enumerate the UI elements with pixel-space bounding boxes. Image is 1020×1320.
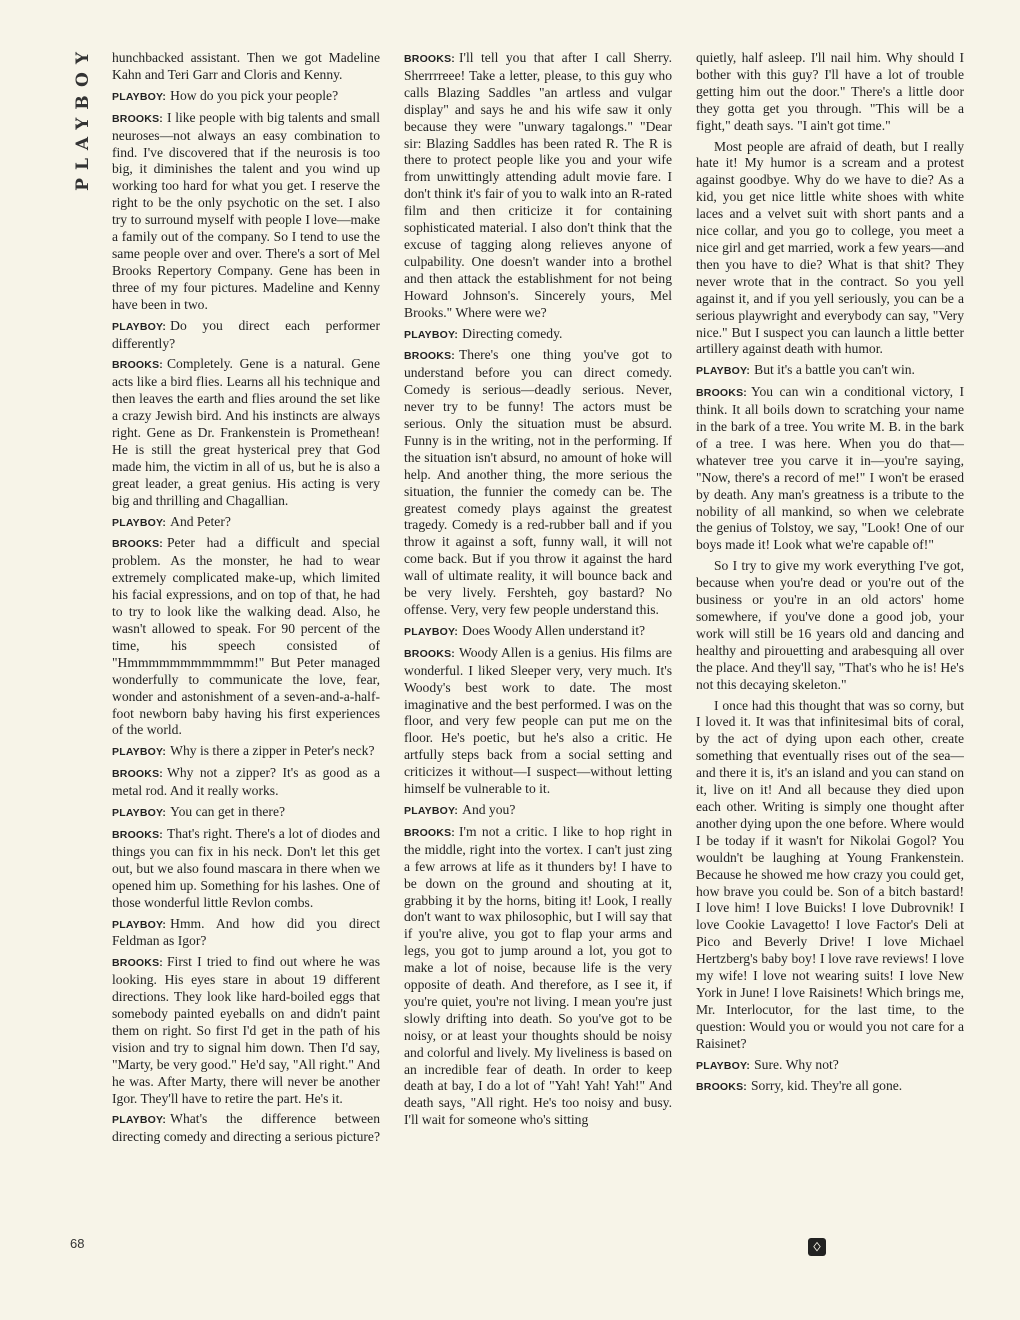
paragraph [112,916,380,951]
paragraph-text: Woody Allen is a genius. His films are wonderful. I liked Sleeper very, very much. It's Woody's best work to date. The most imaginative and the best performed. I was on the floor, and very few people can put me on the floor. He's poetic, but he's also a critic. He artfully steps back from a social setting and criticizes it without—I suspect—without letting himself be vulnerable to it. [404,644,672,797]
text-column-3 [696,50,964,1250]
paragraph-text: Directing comedy. [462,325,563,341]
speaker-label: PLAYBOY: [404,625,459,638]
speaker-label: BROOKS: [112,768,163,781]
speaker-label: PLAYBOY: [112,1114,167,1127]
paragraph-text: First I tried to find out where he was looking. His eyes stare in about 19 different directions. They look like hard-boiled eggs that somebody painted eyeballs on and didn't paint them on right. So first I'd get in the path of his vision and try to signal him down. Then I'd say, "Marty, be very good." He'd say, "All right." And he was. After Marty, there will never be another Igor. They'll have to retire the part. He's it. [112,954,380,1106]
speaker-label: BROOKS: [112,828,163,841]
speaker-label: BROOKS: [404,53,455,65]
paragraph-text: Sorry, kid. They're all gone. [750,1078,903,1094]
paragraph [112,535,380,739]
bunny-logo-icon: ♢ [808,1238,826,1256]
paragraph-text: So I try to give my work everything I've got, because when you're dead or you're out of the business or you're in an old actors' home somewhere, if you've done a good job, your work will still be 16 years old and dancing and healthy and pirouetting and arabesquing all over the place. And they'll say, "That's who he is! He's not this decaying skeleton." [696,558,964,692]
speaker-label: BROOKS: [696,1081,747,1094]
paragraph-text: Why not a zipper? It's as good as a metal rod. And it really works. [112,765,380,799]
paragraph [112,804,380,822]
paragraph-text: But it's a battle you can't win. [754,362,915,378]
paragraph [112,110,380,314]
paragraph-text: And you? [462,801,516,817]
speaker-label: BROOKS: [404,350,455,363]
paragraph-text: hunchbacked assistant. Then we got Madeline Kahn and Teri Garr and Cloris and Kenny. [112,50,380,82]
paragraph-text: I like people with big talents and small neuroses—not always an easy combination to find. I've discovered that if the neurosis is too big, it diminishes the talent and you wind up working too hard for what you get. I reserve the right to be the only psychotic on the set. I also try to surround myself with people I love—make a family out of the company. So I tend to use the same people over and over. There's a sort of Mel Brooks Repertory Company. Gene has been in three of my four pictures. Madeline and Kenny have been in two. [112,109,380,312]
paragraph [112,1111,380,1146]
speaker-label: BROOKS: [696,387,747,400]
paragraph [696,139,964,359]
paragraph [112,743,380,761]
speaker-label: PLAYBOY: [112,918,167,931]
page-number: 68 [70,1236,85,1251]
paragraph-text: You can get in there? [170,804,286,820]
paragraph [112,826,380,912]
paragraph-text: Do you direct each performer differently? [112,317,380,351]
speaker-label: PLAYBOY: [112,516,167,529]
speaker-label: PLAYBOY: [112,807,167,820]
paragraph [112,50,380,84]
paragraph [112,356,380,509]
speaker-label: BROOKS: [112,538,163,551]
speaker-label: PLAYBOY: [112,90,167,103]
paragraph-text: How do you pick your people? [170,87,339,103]
paragraph-text: quietly, half asleep. I'll nail him. Why should I bother with this guy? I'll have a lot of trouble getting him out the door." There's a little door they gotta get you through. "This will be a fight," death says. "I ain't got time." [696,50,964,133]
paragraph [404,645,672,798]
paragraph [696,1078,964,1096]
paragraph [404,824,672,1129]
paragraph [404,347,672,619]
speaker-label: BROOKS: [112,957,163,970]
speaker-label: PLAYBOY: [112,320,167,333]
paragraph [696,1057,964,1075]
paragraph-text: Most people are afraid of death, but I really hate it! My humor is a scream and a protest against goodbye. Why do we have to die? As a kid, you get nice little white shoes with white laces and a velvet suit with short pants and a nice collar, and you go to college, you meet a nice girl and get married, work a few years—and then you have to die? What is that shit? They never wrote that in the contract. So you yell against it, and if you yell seriously, you can be a serious playwright and everybody can say, "Very nice." But I suspect you can launch a little better artillery against death with humor. [696,138,964,357]
paragraph-text: That's right. There's a lot of diodes and things you can fix in his neck. Don't let this get out, but we also found mascara in there when we opened him up. Something for his lashes. One of those wonderful little Revlon combs. [112,825,380,910]
paragraph [112,318,380,353]
paragraph [696,362,964,380]
speaker-label: BROOKS: [404,647,455,660]
paragraph-text: What's the difference between directing comedy and directing a serious picture? [112,1111,380,1145]
paragraph-text: Sure. Why not? [754,1056,839,1072]
magazine-name-vertical: PLAYBOY [73,44,93,191]
paragraph-text: You can win a conditional victory, I think. It all boils down to scratching your name in the bark of a tree. You write M. B. in the bark of a tree. I was here. When you do that—whatever tree you carve it in—you're saying, "Now, there's a record of me!" I won't be erased by death. Any man's greatness is a tribute to the nobility of all mankind, so when we celebrate the genius of Tolstoy, we say, "Look! One of our boys made it! Look what we're capable of!" [696,384,964,553]
paragraph-text: Does Woody Allen understand it? [462,622,646,638]
paragraph [112,765,380,800]
paragraph-text: There's one thing you've got to understand before you can direct comedy. Comedy is serious—deadly serious. Never, never try to be funny! The actors must be serious. Only the situation must be absurd. Funny is in the writing, not in the performing. If the situation isn't absurd, no amount of hoke will help. And another thing, the more serious the situation, the funnier the comedy can be. The greatest comedy plays against the greatest tragedy. Comedy is a red-rubber ball and if you throw it against a soft, funny wall, it will not come back. But if you throw it against the hard wall of ultimate reality, it will bounce back and be very lively. Fershteh, goy bastard? No offense. Very, very few people understand this. [404,347,672,617]
paragraph-text: I once had this thought that was so corny, but I loved it. It was that infinitesimal bits of coral, by the act of dying upon each other, create something that eventually rises out of the sea—and there it is, it's an island and you can stand on it, live on it! And all because they died upon each other. Writing is simply one thought after another dying upon the one before. Where would I be today if it wasn't for Nikolai Gogol? You wouldn't be laughing at Young Frankenstein. Because he showed me how crazy you could get, how brave you could be. Son of a bitch bastard! I love him! I love Buicks! I love Dubrovnik! I love Cookie Lavagetto! I love Factor's Deli at Pico and Beverly Drive! I love Michael Hertzberg's baby boy! I love rave reviews! I love my wife! I love not wearing suits! I love New York in June! I love Raisinets! Which brings me, Mr. Interlocutor, for the last time, to the question: Would you or would you not care for a Raisinet? [696,697,964,1051]
paragraph-text: Why is there a zipper in Peter's neck? [170,743,375,759]
speaker-label: BROOKS: [112,112,163,125]
paragraph [404,326,672,344]
text-column-2 [404,50,672,1250]
speaker-label: BROOKS: [404,826,455,839]
paragraph [404,802,672,820]
paragraph [696,384,964,554]
paragraph [696,50,964,135]
paragraph-text: Hmm. And how did you direct Feldman as Igor? [112,915,380,949]
paragraph-text: I'm not a critic. I like to hop right in the middle, right into the vortex. I can't just zing a few arrows at life as it thunders by! I have to be down on the ground and shouting at it, grabbing it by the horns, biting it! Look, I really don't want to wax philosophic, but I will say that if you're alive, you got to flap your arms and legs, you got to jump around a lot, you got to make a lot of noise, because life is the very opposite of death. And therefore, as I see it, if you're quiet, you're not living. I mean you're just slowly drifting into death. So you've got to be noisy, or at least your thoughts should be noisy and colorful and lively. My liveliness is based on an incredible fear of death. In order to keep death at bay, I do a lot of "Yah! Yah! Yah!" And death says, "All right. He's too noisy and busy. I'll wait for someone who's sitting [404,823,672,1128]
speaker-label: PLAYBOY: [112,746,167,759]
speaker-label: PLAYBOY: [404,804,459,817]
paragraph-text: And Peter? [170,513,231,529]
paragraph-text: Completely. Gene is a natural. Gene acts like a bird flies. Learns all his technique and then leaves the earth and flies around the set like a crazy Jewish bird. And his instincts are always right. Gene as Dr. Frankenstein is Promethean! He is still the great hysterical prey that God made him, the victim in all of us, but he is also a great leader, a great genius. His acting is very big and thrilling and Chagallian. [112,356,380,508]
paragraph [112,88,380,106]
paragraph [112,954,380,1107]
paragraph [112,514,380,532]
speaker-label: PLAYBOY: [404,328,459,341]
speaker-label: PLAYBOY: [696,1059,751,1072]
paragraph [696,558,964,693]
text-column-1 [112,50,380,1250]
speaker-label: PLAYBOY: [696,365,751,378]
paragraph-text: I'll tell you that after I call Sherry. Sherrrreee! Take a letter, please, to this guy who calls Blazing Saddles "an artless and vulgar display" and says he and his wife saw it only because they were "unwary tagalongs." "Dear sir: Blazing Saddles has been rated R. The R is there to protect people like you and your wife from unwittingly attending adult movie fare. I don't think it's fair of you to walk into an R-rated film and then criticize it for containing sophisticated material. I also don't think that the excuse of tagging along relieves anyone of culpability. One doesn't wander into a brothel and then attack the establishment for not being Howard Johnson's. Sincerely yours, Mel Brooks." Where were we? [404,50,672,320]
paragraph [696,698,964,1053]
paragraph-text: Peter had a difficult and special problem. As the monster, he had to wear extremely complicated make-up, which limited his facial expressions, and on top of that, he had to try to look like the walking dead. Also, he wasn't allowed to speak. For 90 percent of the time, his speech consisted of "Hmmmmmmmmmmmm!" But Peter managed wonderfully to communicate the love, fear, wonder and astonishment of a seven-and-a-half-foot newborn baby having his first experiences of the world. [112,535,380,738]
speaker-label: BROOKS: [112,359,163,372]
paragraph [404,50,672,322]
paragraph [404,623,672,641]
